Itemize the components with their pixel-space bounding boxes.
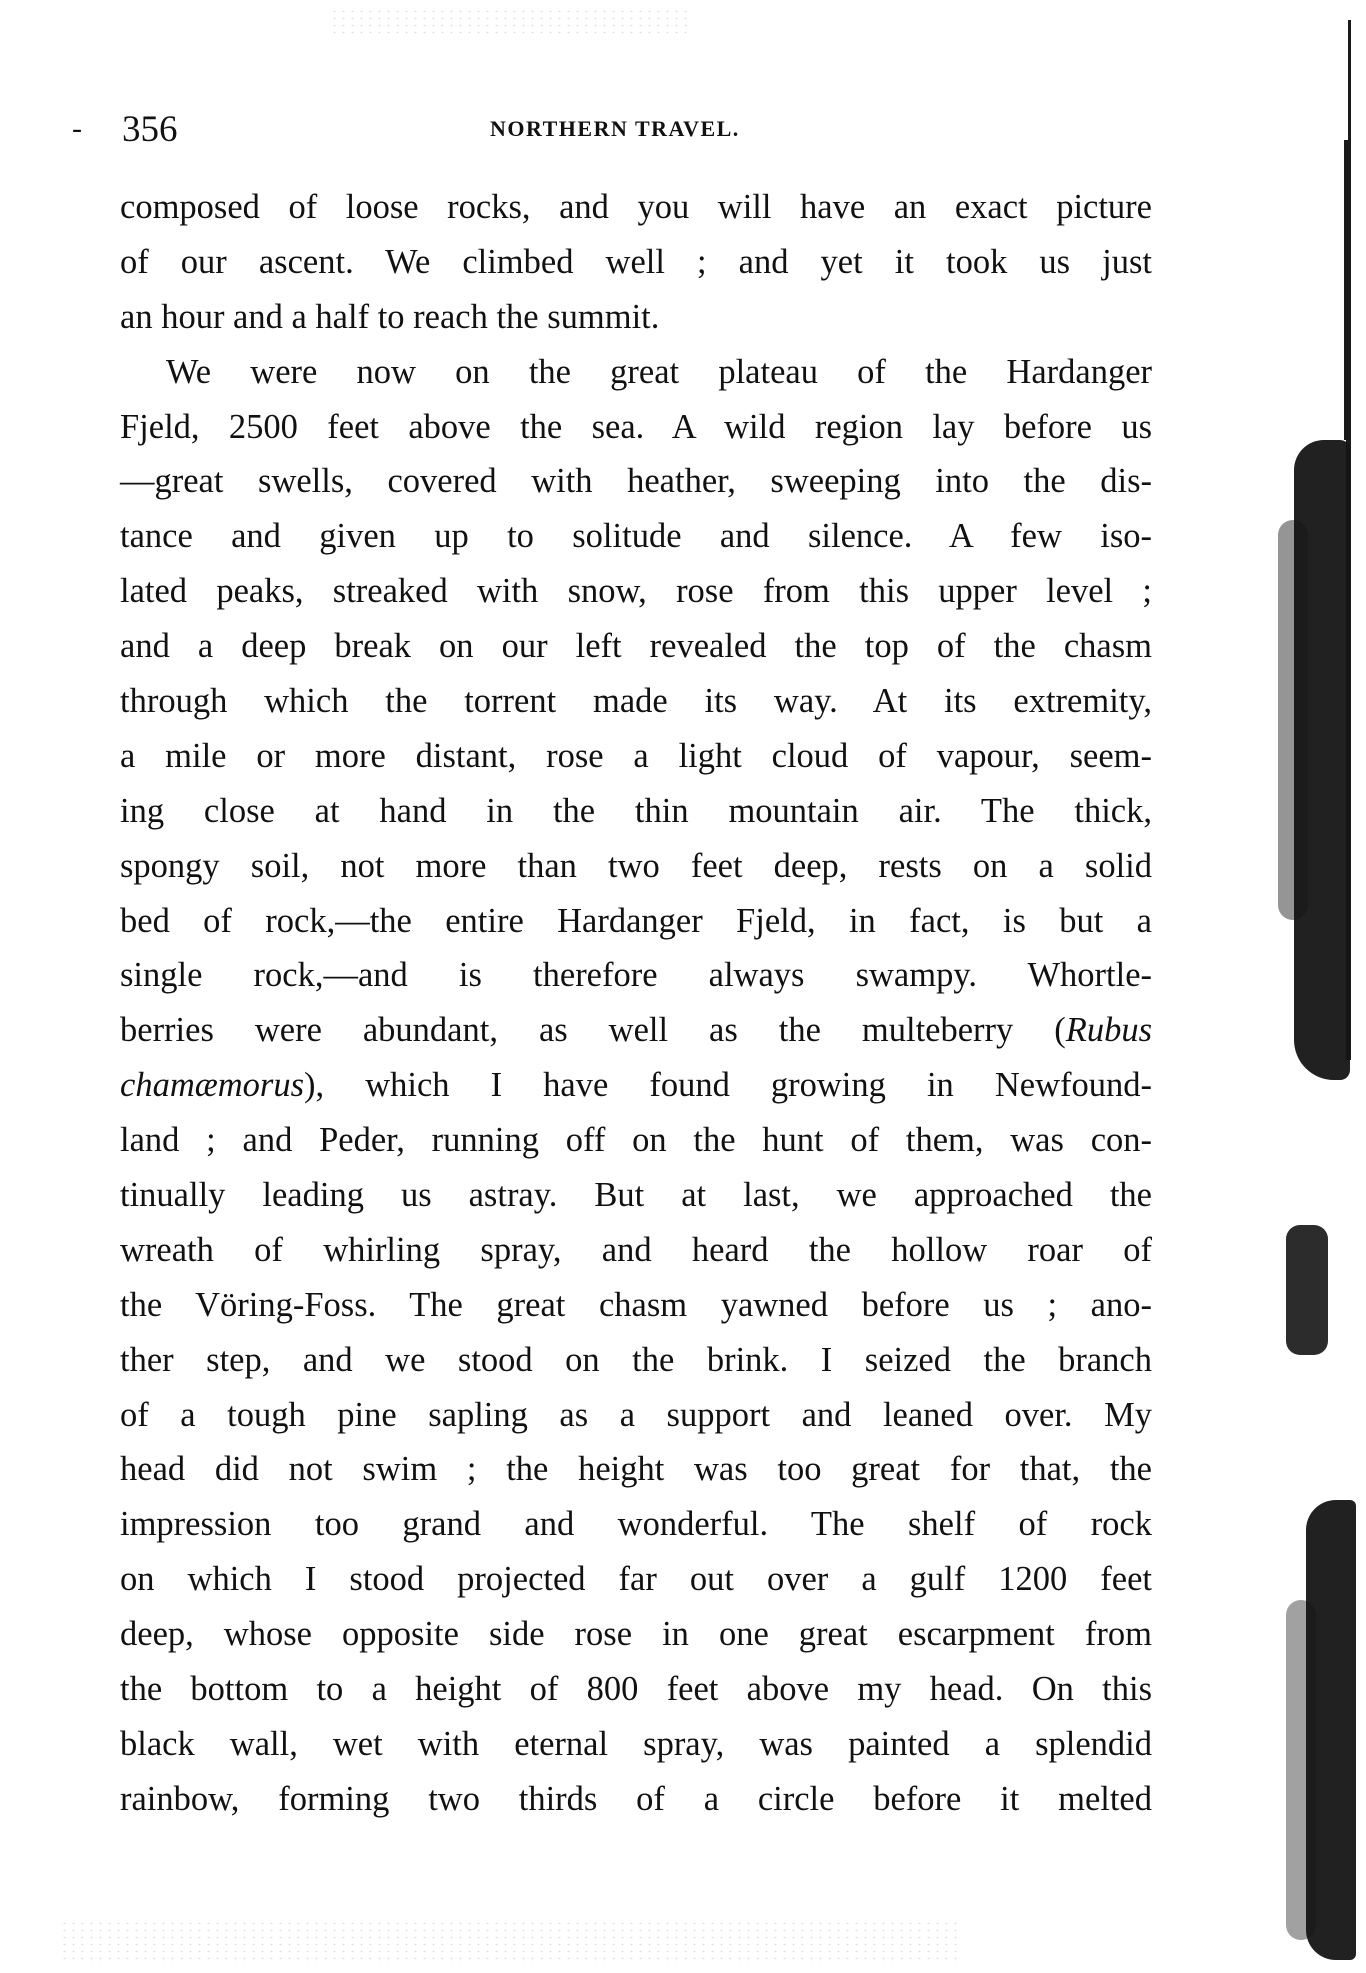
bottom-margin-speckle — [60, 1920, 960, 1965]
text-line: an hour and a half to reach the summit. — [120, 297, 660, 336]
text-line: of our ascent. We climbed well ; and yet it took us just — [120, 242, 1152, 281]
binding-blot — [1286, 1225, 1328, 1355]
text-line: tinually leading us astray. But at last, we approached the — [120, 1176, 1152, 1215]
text-line: ing close at hand in the thin mountain air. The thick, — [120, 791, 1152, 830]
margin-mark: - — [72, 112, 82, 145]
text-line: wreath of whirling spray, and heard the hollow roar of — [120, 1230, 1152, 1269]
text-line: impression too grand and wonderful. The shelf of rock — [120, 1505, 1152, 1544]
text-line: on which I stood projected far out over a gulf 1200 feet — [120, 1560, 1152, 1599]
text-line: Fjeld, 2500 feet above the sea. A wild region lay before us — [120, 407, 1152, 446]
running-head: NORTHERN TRAVEL. — [490, 116, 740, 141]
page-header — [72, 108, 1162, 148]
text-line: single rock,—and is therefore always swampy. Whortle- — [120, 956, 1152, 995]
text-line: of a tough pine sapling as a support and leaned over. My — [120, 1395, 1152, 1434]
binding-shadow — [1256, 0, 1366, 1973]
text-line — [120, 1003, 1152, 1058]
binding-edge-line — [1348, 20, 1351, 140]
text-line: land ; and Peder, running off on the hunt of them, was con- — [120, 1121, 1152, 1160]
text-line: through which the torrent made its way. At its extremity, — [120, 682, 1152, 721]
text-run: berries were abundant, as well as the multeberry ( — [120, 1011, 1066, 1050]
italic-species-name: Rubus — [1065, 1011, 1152, 1050]
text-line: ther step, and we stood on the brink. I seized the branch — [120, 1340, 1152, 1379]
text-line: and a deep break on our left revealed the top of the chasm — [120, 627, 1152, 666]
binding-blot — [1286, 1600, 1316, 1940]
text-run: ), which I have found growing in Newfound- — [304, 1066, 1152, 1105]
binding-edge-line — [1344, 140, 1351, 440]
text-line: spongy soil, not more than two feet deep, rests on a solid — [120, 846, 1152, 885]
text-line: —great swells, covered with heather, sweeping into the dis- — [120, 462, 1152, 501]
binding-blot — [1278, 520, 1308, 920]
text-line: bed of rock,—the entire Hardanger Fjeld, in fact, is but a — [120, 901, 1152, 940]
italic-species-name: chamæmorus — [120, 1066, 305, 1105]
text-line: head did not swim ; the height was too great for that, the — [120, 1450, 1152, 1489]
text-line: deep, whose opposite side rose in one great escarpment from — [120, 1615, 1152, 1654]
text-line: the bottom to a height of 800 feet above my head. On this — [120, 1670, 1152, 1709]
text-line: rainbow, forming two thirds of a circle before it melted — [120, 1779, 1152, 1818]
text-line — [120, 1058, 1152, 1113]
text-line: black wall, wet with eternal spray, was painted a splendid — [120, 1724, 1152, 1763]
text-line: We were now on the great plateau of the Hardanger — [166, 352, 1152, 391]
text-line: lated peaks, streaked with snow, rose from this upper level ; — [120, 572, 1152, 611]
text-line: a mile or more distant, rose a light cloud of vapour, seem- — [120, 736, 1152, 775]
text-line: composed of loose rocks, and you will have an exact picture — [120, 188, 1152, 226]
top-margin-speckle — [330, 8, 690, 38]
text-line: tance and given up to solitude and silence. A few iso- — [120, 517, 1152, 556]
body-text — [120, 180, 1152, 1827]
page-number: 356 — [122, 109, 178, 150]
text-line: the Vöring-Foss. The great chasm yawned before us ; ano- — [120, 1285, 1152, 1324]
